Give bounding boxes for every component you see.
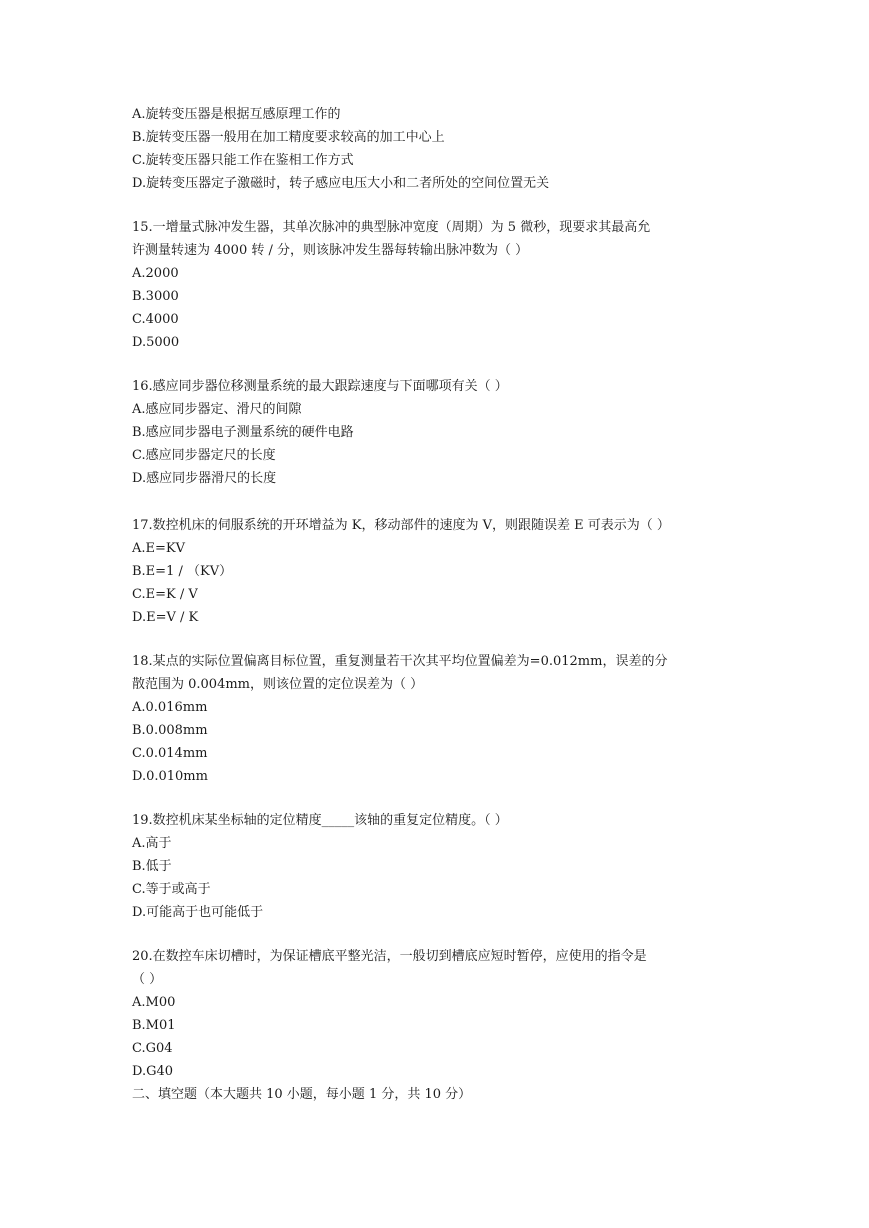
q15-option-c: C.4000 xyxy=(132,312,179,327)
q14-option-a: A.旋转变压器是根据互感原理工作的 xyxy=(132,107,341,122)
q18-option-d: D.0.010mm xyxy=(132,769,208,784)
q15-option-a: A.2000 xyxy=(132,266,179,281)
q19-option-a: A.高于 xyxy=(132,836,172,851)
q15-option-d: D.5000 xyxy=(132,335,180,350)
q18-stem-line-1: 18.某点的实际位置偏离目标位置，重复测量若干次其平均位置偏差为=0.012mm，误差的分 xyxy=(132,654,668,669)
q19-option-c: C.等于或高于 xyxy=(132,882,211,897)
q16-option-c: C.感应同步器定尺的长度 xyxy=(132,448,276,463)
q14-option-b: B.旋转变压器一般用在加工精度要求较高的加工中心上 xyxy=(132,130,445,145)
q15-stem-line-1: 15.一增量式脉冲发生器，其单次脉冲的典型脉冲宽度（周期）为 5 微秒，现要求其最高允 xyxy=(132,220,651,235)
section-2-heading: 二、填空题（本大题共 10 小题，每小题 1 分，共 10 分） xyxy=(132,1087,472,1102)
q19-stem: 19.数控机床某坐标轴的定位精度_____该轴的重复定位精度。（ ） xyxy=(132,813,508,828)
q20-option-b: B.M01 xyxy=(132,1018,176,1033)
q20-option-a: A.M00 xyxy=(132,995,176,1010)
q20-stem-line-2: （ ） xyxy=(132,972,163,987)
q15-stem-line-2: 许测量转速为 4000 转 / 分，则该脉冲发生器每转输出脉冲数为（ ） xyxy=(132,243,529,258)
q20-option-c: C.G04 xyxy=(132,1041,173,1056)
q17-option-b: B.E=1 / （KV） xyxy=(132,564,233,579)
q17-option-c: C.E=K / V xyxy=(132,587,198,602)
q15-option-b: B.3000 xyxy=(132,289,179,304)
q16-option-d: D.感应同步器滑尺的长度 xyxy=(132,471,277,486)
q20-stem-line-1: 20.在数控车床切槽时，为保证槽底平整光洁，一般切到槽底应短时暂停，应使用的指令是 xyxy=(132,949,647,964)
q14-option-d: D.旋转变压器定子激磁时，转子感应电压大小和二者所处的空间位置无关 xyxy=(132,176,550,191)
q14-option-c: C.旋转变压器只能工作在鉴相工作方式 xyxy=(132,153,354,168)
q19-option-d: D.可能高于也可能低于 xyxy=(132,905,264,920)
q20-option-d: D.G40 xyxy=(132,1064,174,1079)
q16-option-b: B.感应同步器电子测量系统的硬件电路 xyxy=(132,425,354,440)
q17-stem: 17.数控机床的伺服系统的开环增益为 K，移动部件的速度为 V，则跟随误差 E 可表示为（ ） xyxy=(132,518,670,533)
q17-option-d: D.E=V / K xyxy=(132,610,199,625)
q19-option-b: B.低于 xyxy=(132,859,172,874)
q17-option-a: A.E=KV xyxy=(132,541,186,556)
q18-stem-line-2: 散范围为 0.004mm，则该位置的定位误差为（ ） xyxy=(132,677,424,692)
q18-option-c: C.0.014mm xyxy=(132,746,208,761)
q16-option-a: A.感应同步器定、滑尺的间隙 xyxy=(132,402,302,417)
q18-option-b: B.0.008mm xyxy=(132,723,208,738)
q16-stem: 16.感应同步器位移测量系统的最大跟踪速度与下面哪项有关（ ） xyxy=(132,379,508,394)
q18-option-a: A.0.016mm xyxy=(132,700,208,715)
